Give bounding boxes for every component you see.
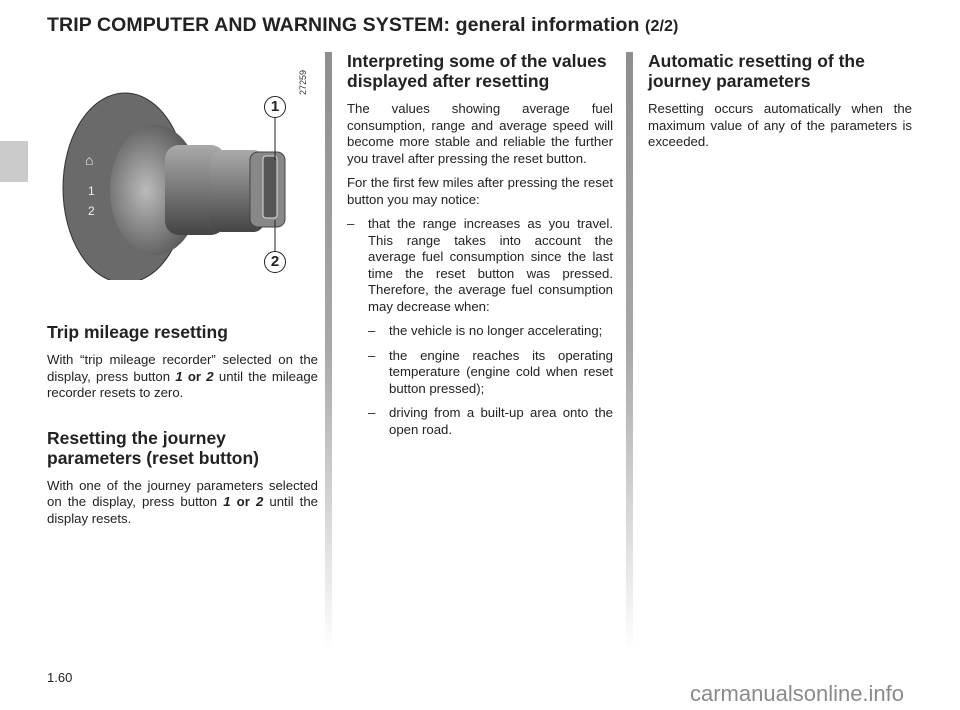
title-text: TRIP COMPUTER AND WARNING SYSTEM: general information — [47, 14, 640, 36]
section-tab — [0, 141, 28, 182]
right-column — [648, 51, 912, 159]
sub-list-item: – the vehicle is no longer accelerating; — [368, 323, 603, 338]
heading-reset-button: Resetting the journey parameters (reset button) — [47, 427, 259, 468]
left-column — [47, 322, 318, 535]
svg-text:⌂: ⌂ — [85, 152, 94, 168]
paragraph: With “trip mileage recorder” selected on the display, press button 1 or 2 until the mileage recorder resets to zero. — [47, 352, 319, 400]
sub-list-item: – the engine reaches its operating temperature (engine cold when reset button pressed); — [368, 347, 613, 396]
page-number: 1.60 — [47, 670, 73, 685]
heading-trip-mileage: Trip mileage resetting — [47, 322, 228, 342]
watermark: carmanualsonline.info — [690, 681, 905, 706]
title-suffix: (2/2) — [645, 18, 679, 35]
paragraph: The values showing average fuel consumption, range and average speed will become more stable and reliable the further you travel after pressing the reset button. — [347, 101, 613, 166]
paragraph: Resetting occurs automatically when the maximum value of any of the parameters is exceeded. — [648, 101, 912, 149]
callout-1: 1 — [264, 96, 286, 118]
svg-text:2: 2 — [88, 204, 95, 218]
list-item: – that the range increases as you travel. This range takes into account the average fuel consumption since the last time the reset button was pressed. Therefore, the average fuel consumption may decrease when: — [347, 216, 613, 314]
paragraph: For the first few miles after pressing the reset button you may notice: — [347, 175, 613, 207]
middle-column — [347, 51, 613, 446]
page-title — [47, 14, 678, 37]
column-divider — [325, 52, 332, 652]
svg-text:1: 1 — [88, 184, 95, 198]
heading-interpreting: Interpreting some of the values displayed after resetting — [347, 51, 607, 91]
figure-code: 27259 — [298, 69, 308, 95]
sub-list-item: – driving from a built-up area onto the open road. — [368, 405, 613, 437]
column-divider — [626, 52, 633, 652]
heading-automatic-resetting: Automatic resetting of the journey parameters — [648, 51, 865, 91]
paragraph: With one of the journey parameters selected on the display, press button 1 or 2 until the display resets. — [47, 477, 319, 526]
callout-2: 2 — [264, 251, 286, 273]
